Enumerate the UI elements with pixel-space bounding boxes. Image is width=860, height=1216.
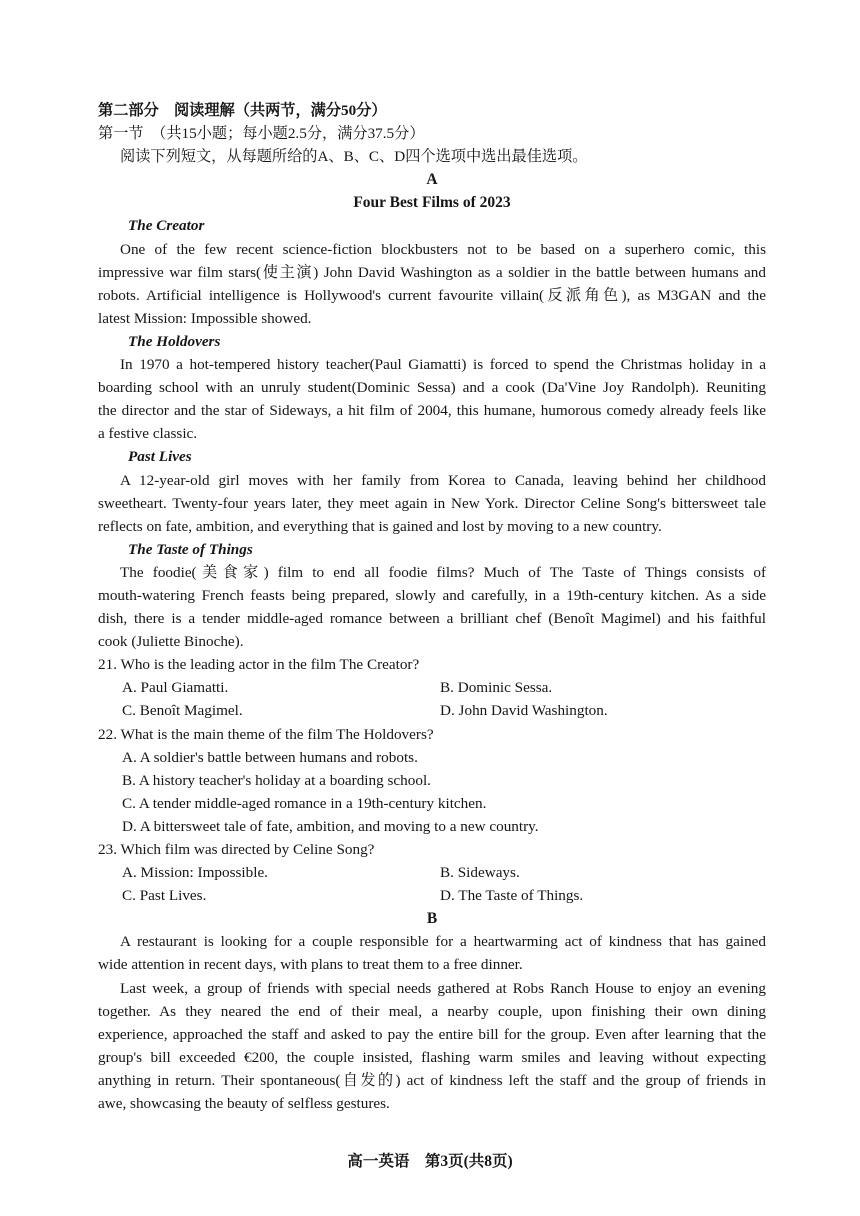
film-text-line: One of the few recent science-fiction blockbusters not to be based on a superhero comic, this	[120, 240, 766, 258]
question-23-options-row	[98, 861, 766, 884]
question-23-options-row	[98, 884, 766, 907]
option-d: D. John David Washington.	[440, 702, 608, 720]
option-c: C. Benoît Magimel.	[122, 702, 243, 720]
film-text-line: In 1970 a hot-tempered history teacher(Paul Giamatti) is forced to spend the Christmas holiday in a	[120, 356, 766, 374]
film-text-line: the director and the star of Sideways, a hit film of 2004, this humane, humorous comedy already feels like	[98, 402, 766, 420]
option-b: B. Dominic Sessa.	[440, 679, 553, 697]
question-22-stem: 22. What is the main theme of the film The Holdovers?	[98, 725, 434, 743]
passage-b-line: together. As they neared the end of their meal, a nearby couple, upon finishing their own dining	[98, 1002, 766, 1020]
film-text-line: robots. Artificial intelligence is Hollywood's current favourite villain(反派角色), as M3GAN and the	[98, 286, 766, 304]
option-b: B. A history teacher's holiday at a boarding school.	[122, 771, 431, 789]
option-a: A. Mission: Impossible.	[122, 864, 268, 882]
film-title-past-lives: Past Lives	[128, 448, 192, 466]
section-heading: 第一节 （共15小题；每小题2.5分，满分37.5分）	[98, 125, 425, 143]
part-heading: 第二部分 阅读理解（共两节，满分50分）	[98, 102, 387, 119]
option-a: A. A soldier's battle between humans and robots.	[122, 748, 418, 766]
option-b: B. Sideways.	[440, 864, 520, 882]
film-text-line: mouth-watering French feasts being prepared, slowly and carefully, in a 19th-century kitchen. As a side	[98, 586, 766, 604]
page-footer: 高一英语 第3页(共8页)	[347, 1153, 513, 1170]
film-title-holdovers: The Holdovers	[128, 332, 221, 350]
question-21-options-row	[98, 699, 766, 722]
film-text-line: impressive war film stars(使主演) John David Washington as a soldier in the battle between humans and	[98, 263, 766, 281]
instruction-text: 阅读下列短文，从每题所给的A、B、C、D四个选项中选出最佳选项。	[120, 148, 588, 166]
option-d: D. The Taste of Things.	[440, 887, 584, 905]
film-title-creator: The Creator	[128, 217, 205, 235]
option-c: C. A tender middle-aged romance in a 19th-century kitchen.	[122, 794, 487, 812]
passage-b-line: anything in return. Their spontaneous(自发的) act of kindness left the staff and the group of friends in	[98, 1071, 766, 1089]
option-d: D. A bittersweet tale of fate, ambition, and moving to a new country.	[122, 817, 539, 835]
option-a: A. Paul Giamatti.	[122, 679, 229, 697]
film-title-taste-of-things: The Taste of Things	[128, 540, 253, 558]
film-text-line: The foodie(美食家) film to end all foodie films? Much of The Taste of Things consists of	[120, 563, 766, 581]
question-21-options-row	[98, 676, 766, 699]
passage-b-line: A restaurant is looking for a couple responsible for a heartwarming act of kindness that has gained	[120, 933, 766, 951]
exam-page	[98, 99, 766, 1115]
passage-a-title: Four Best Films of 2023	[353, 194, 511, 212]
passage-b-line: wide attention in recent days, with plans to treat them to a free dinner.	[98, 956, 523, 974]
film-text-line: boarding school with an unruly student(Dominic Sessa) and a cook (Da'Vine Joy Randolph). Reuniting	[98, 379, 766, 397]
passage-b-line: Last week, a group of friends with special needs gathered at Robs Ranch House to enjoy an evening	[120, 979, 766, 997]
film-text-line: a festive classic.	[98, 425, 198, 443]
film-text-line: cook (Juliette Binoche).	[98, 633, 244, 651]
passage-b-line: group's bill exceeded €200, the couple insisted, flashing warm smiles and leaving without expecting	[98, 1048, 766, 1066]
passage-b-line: experience, approached the staff and asked to pay the entire bill for the group. Even after learning that the	[98, 1025, 766, 1043]
film-text-line: A 12-year-old girl moves with her family from Korea to Canada, leaving behind her childhood	[120, 471, 766, 489]
film-text-line: latest Mission: Impossible showed.	[98, 309, 312, 327]
film-text-line: reflects on fate, ambition, and everything that is gained and lost by moving to a new country.	[98, 517, 662, 535]
passage-a-letter: A	[426, 171, 438, 189]
question-21-stem: 21. Who is the leading actor in the film The Creator?	[98, 656, 420, 674]
film-text-line: dish, there is a tender middle-aged romance between a brilliant chef (Benoît Magimel) and his faithful	[98, 610, 766, 628]
question-23-stem: 23. Which film was directed by Celine Song?	[98, 841, 375, 858]
film-text-line: sweetheart. Twenty-four years later, they meet again in New York. Director Celine Song's bittersweet tale	[98, 494, 766, 512]
option-c: C. Past Lives.	[122, 887, 207, 905]
passage-b-line: awe, showcasing the beauty of selfless gestures.	[98, 1095, 390, 1113]
passage-b-letter: B	[426, 910, 438, 928]
